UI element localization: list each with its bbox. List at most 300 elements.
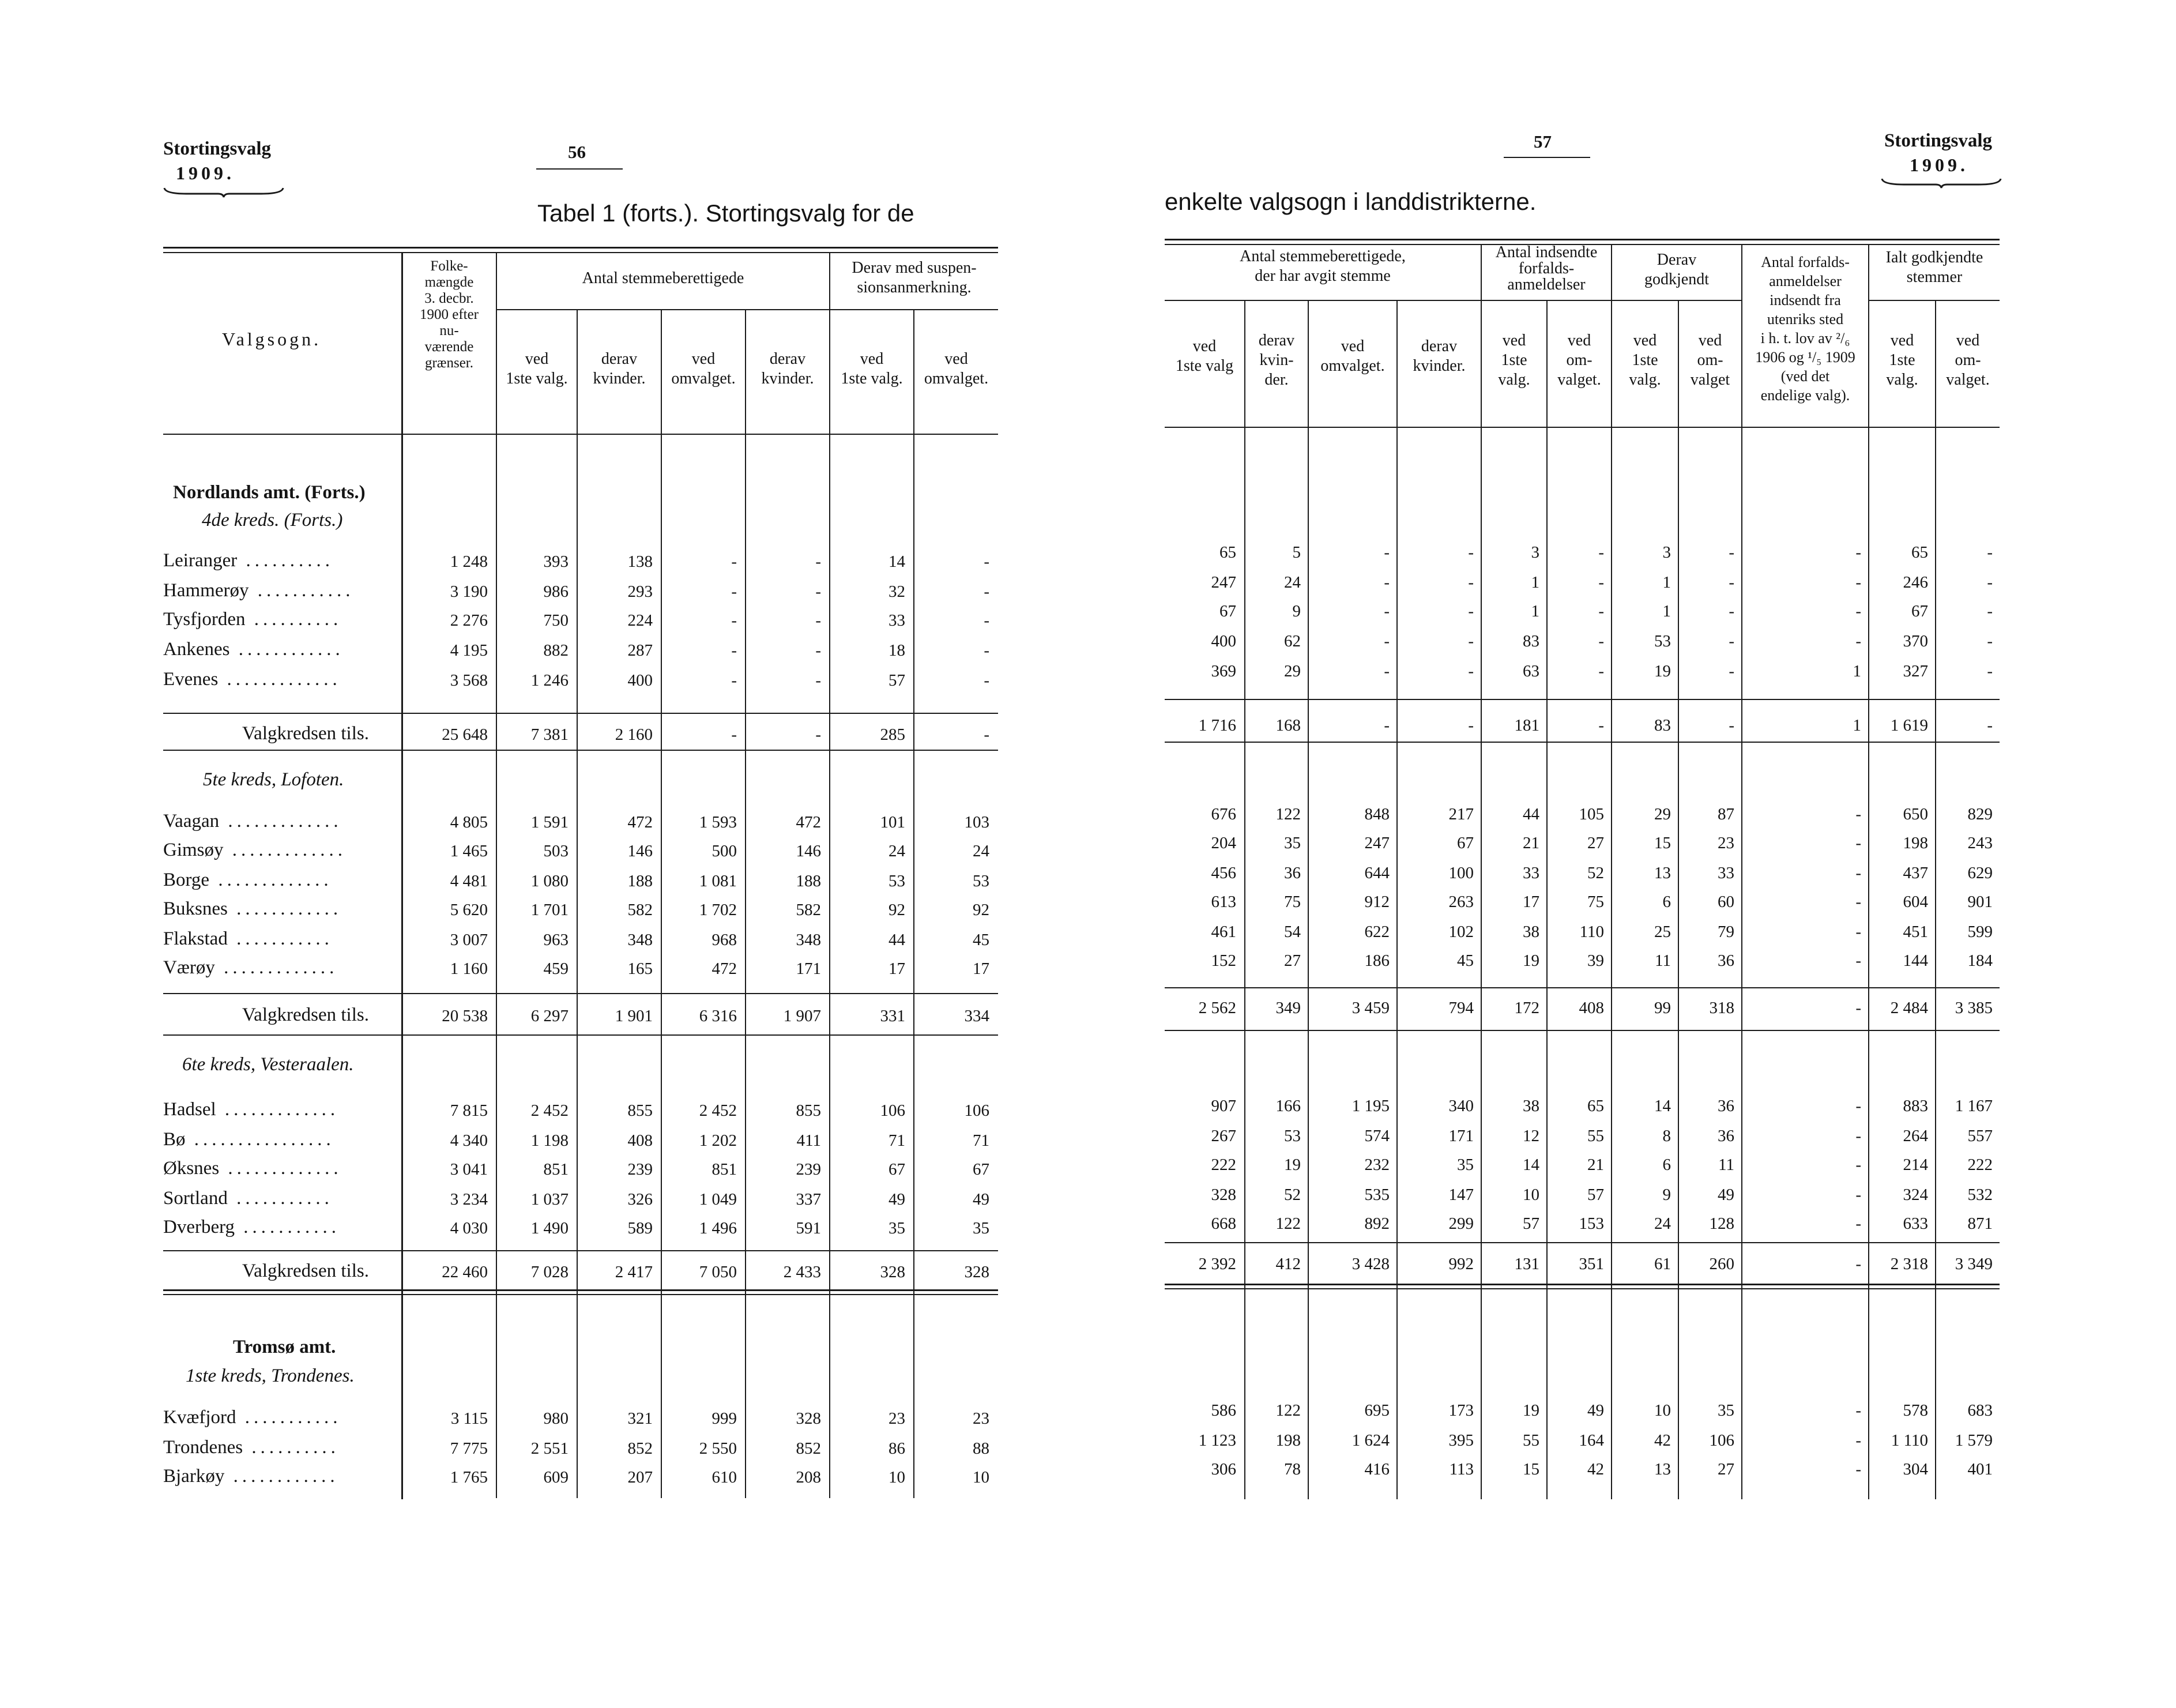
left-cell: 92 [889,901,905,919]
header-ialt-godkjendte: Ialt godkjendte stemmer [1885,249,1983,286]
right-running-year: 1909. [1910,155,1968,175]
header-derav-godkjendt: Derav godkjendt [1644,251,1709,288]
right-cell: - [1987,543,1993,562]
left-page-number: 56 [568,142,586,162]
right-cell: - [1468,662,1474,680]
right-cell: - [1598,662,1604,680]
left-cell: - [815,641,821,660]
right-cell: - [1855,864,1861,882]
left-cell: 855 [627,1101,653,1120]
left-cell: 3 007 [450,931,488,949]
right-cell: 604 [1903,893,1928,911]
left-cell: 24 [973,842,989,860]
left-cell: 1 246 [530,671,569,690]
right-cell: 217 [1448,805,1474,823]
left-cell: 472 [796,813,821,832]
header-derav-suspension: Derav med suspen- sionsanmerkning. [852,259,977,296]
right-cell: 33 [1523,864,1539,882]
total-right-cell: - [1729,716,1734,735]
right-cell: - [1729,602,1734,620]
leader-dots: ............. [216,1099,340,1120]
left-cell: 101 [880,813,905,832]
total-left-cell: 6 316 [699,1007,737,1025]
left-cell: 208 [796,1468,821,1487]
right-cell: 184 [1967,951,1993,970]
row-label: Gimsøy ............. [163,840,347,860]
left-cell: - [984,582,989,601]
leader-dots: ........... [227,928,333,949]
right-cell: 105 [1579,805,1604,823]
right-cell: 437 [1903,864,1928,882]
row-label: Bjarkøy ............ [163,1466,339,1487]
right-cell: 19 [1523,951,1539,970]
row-label: Trondenes .......... [163,1437,340,1458]
right-cell: - [1987,662,1993,680]
right-cell: 535 [1364,1186,1390,1204]
right-cell: - [1855,805,1861,823]
right-cell: - [1855,1401,1861,1420]
left-cell: 2 551 [530,1439,569,1458]
right-cell: 24 [1284,573,1301,592]
row-label: Kvæfjord ........... [163,1407,342,1428]
left-cell: - [815,552,821,571]
right-cell: 173 [1448,1401,1474,1420]
left-cell: - [731,611,737,630]
right-cell: 42 [1654,1431,1671,1450]
right-cell: - [1855,1127,1861,1145]
left-cell: 171 [796,960,821,978]
right-cell: 55 [1523,1431,1539,1450]
total-right-cell: 2 562 [1198,999,1236,1017]
right-cell: 912 [1364,893,1390,911]
left-cell: 53 [889,872,905,890]
left-cell: - [984,641,989,660]
left-cell: 4 481 [450,872,488,890]
right-cell: 152 [1211,951,1236,970]
left-cell: 7 815 [450,1101,488,1120]
total-right-cell: 349 [1275,999,1301,1017]
total-right-cell: 318 [1709,999,1734,1017]
right-cell: 574 [1364,1127,1390,1145]
right-cell: 557 [1967,1127,1993,1145]
header-valgsogn: Valgsogn. [222,329,322,349]
row-label: Evenes ............. [163,669,341,690]
right-cell: 306 [1211,1460,1236,1478]
left-cell: 328 [796,1409,821,1428]
left-cell: 980 [543,1409,569,1428]
left-cell: 968 [711,931,737,949]
left-cell: 609 [543,1468,569,1487]
right-cell: - [1598,632,1604,650]
left-cell: 1 248 [450,552,488,571]
total-left-cell: 7 381 [530,725,569,744]
left-cell: - [815,582,821,601]
left-cell: - [731,641,737,660]
right-cell: 829 [1967,805,1993,823]
left-cell: 67 [973,1160,989,1179]
right-cell: 67 [1219,602,1236,620]
total-right-cell: 1 619 [1890,716,1928,735]
left-cell: 500 [711,842,737,860]
section-heading-nordlands: Nordlands amt. (Forts.) [173,482,366,503]
row-label: Sortland ........... [163,1188,333,1209]
total-row-label: Valgkredsen tils. [242,1261,369,1281]
left-cell: - [731,552,737,571]
total-right-cell: 181 [1514,716,1539,735]
right-cell: 395 [1448,1431,1474,1450]
right-cell: 1 167 [1955,1097,1993,1115]
right-cell: 53 [1654,632,1671,650]
right-cell: 263 [1448,893,1474,911]
header-derav-kvinder-2: derav kvinder. [761,350,814,388]
row-label: Borge ............. [163,870,333,890]
left-cell: 103 [964,813,989,832]
row-label: Dverberg ........... [163,1217,341,1237]
right-cell: 49 [1718,1186,1734,1204]
left-cell: 138 [627,552,653,571]
left-cell: 188 [796,872,821,890]
header-derav-kvinder: derav kvinder. [593,350,646,388]
right-cell: 247 [1211,573,1236,592]
total-right-cell: 2 318 [1890,1255,1928,1273]
right-cell: 11 [1718,1156,1734,1174]
left-cell: 337 [796,1190,821,1209]
left-cell: 207 [627,1468,653,1487]
left-cell: 1 080 [530,872,569,890]
left-cell: 224 [627,611,653,630]
right-cell: - [1384,662,1390,680]
section-subheading-1ste-kreds: 1ste kreds, Trondenes. [186,1365,355,1386]
left-cell: 287 [627,641,653,660]
left-cell: 1 202 [699,1131,737,1150]
right-cell: - [1855,1460,1861,1478]
right-running-head: Stortingsvalg [1884,130,1993,151]
left-cell: 4 195 [450,641,488,660]
total-left-cell: - [731,725,737,744]
left-cell: 4 030 [450,1219,488,1237]
right-cell: 247 [1364,834,1390,852]
left-cell: 35 [973,1219,989,1237]
section-heading-tromso: Tromsø amt. [233,1337,336,1357]
left-cell: 1 593 [699,813,737,832]
right-cell: - [1855,1431,1861,1450]
right-cell: 198 [1903,834,1928,852]
right-cell: 695 [1364,1401,1390,1420]
total-right-cell: 83 [1654,716,1671,735]
left-cell: 411 [796,1131,821,1150]
right-cell: 42 [1587,1460,1604,1478]
left-cell: 459 [543,960,569,978]
left-cell: 348 [627,931,653,949]
header-ved-omvalget: ved omvalget. [671,350,736,388]
left-cell: 393 [543,552,569,571]
right-cell: 164 [1579,1431,1604,1450]
right-cell: 35 [1457,1156,1474,1174]
right-cell: 27 [1718,1460,1734,1478]
right-cell: 33 [1718,864,1734,882]
left-cell: 348 [796,931,821,949]
right-cell: 19 [1654,662,1671,680]
right-cell: 327 [1903,662,1928,680]
total-left-cell: 331 [880,1007,905,1025]
right-cell: 222 [1967,1156,1993,1174]
left-cell: 1 591 [530,813,569,832]
left-cell: 239 [627,1160,653,1179]
left-cell: 1 765 [450,1468,488,1487]
left-cell: 24 [889,842,905,860]
leader-dots: ........... [249,580,355,601]
right-cell: 45 [1457,951,1474,970]
leader-dots: ............. [214,957,338,978]
right-cell: 683 [1967,1401,1993,1420]
leader-dots: ........... [227,1188,333,1209]
left-cell: 67 [889,1160,905,1179]
right-cell: - [1855,951,1861,970]
right-cell: 24 [1654,1214,1671,1233]
row-label: Ankenes ............ [163,639,344,660]
right-cell: 369 [1211,662,1236,680]
header-r-ialt-omvalget: ved om- valget. [1946,332,1990,389]
row-label: Hadsel ............. [163,1099,340,1120]
leader-dots: ................ [185,1129,335,1150]
right-cell: 128 [1709,1214,1734,1233]
total-left-cell: 2 160 [615,725,653,744]
right-cell: 370 [1903,632,1928,650]
right-cell: 907 [1211,1097,1236,1115]
left-cell: 3 041 [450,1160,488,1179]
right-cell: 456 [1211,864,1236,882]
right-cell: - [1384,543,1390,562]
left-cell: 88 [973,1439,989,1458]
header-susp-1ste-valg: ved 1ste valg. [841,350,903,388]
left-cell: - [984,611,989,630]
right-cell: 10 [1654,1401,1671,1420]
row-label: Vaagan ............. [163,811,342,832]
total-row-label: Valgkredsen tils. [242,723,369,744]
right-cell: 27 [1587,834,1604,852]
right-cell: 29 [1284,662,1301,680]
header-antal-indsendte: Antal indsendte forfalds- anmeldelser [1495,243,1598,294]
total-right-cell: 172 [1514,999,1539,1017]
right-cell: 57 [1523,1214,1539,1233]
left-cell: 35 [889,1219,905,1237]
left-cell: 4 805 [450,813,488,832]
right-cell: - [1855,1097,1861,1115]
right-cell: 14 [1523,1156,1539,1174]
left-cell: 4 340 [450,1131,488,1150]
right-cell: - [1987,602,1993,620]
row-label: Buksnes ............ [163,898,342,919]
left-cell: 10 [973,1468,989,1487]
right-cell: 52 [1587,864,1604,882]
right-cell: 13 [1654,864,1671,882]
right-cell: 63 [1523,662,1539,680]
leader-dots: ............ [229,639,344,660]
right-cell: 532 [1967,1186,1993,1204]
left-cell: 1 490 [530,1219,569,1237]
leader-dots: .......... [243,1437,340,1458]
section-subheading-5te-kreds: 5te kreds, Lofoten. [203,769,344,790]
right-cell: 35 [1718,1401,1734,1420]
header-r-derav-kvinder: derav kvin- der. [1258,332,1295,389]
right-cell: 599 [1967,923,1993,941]
right-cell: 1 195 [1351,1097,1390,1115]
right-cell: 67 [1457,834,1474,852]
right-cell: 52 [1284,1186,1301,1204]
right-cell: - [1598,602,1604,620]
right-cell: 102 [1448,923,1474,941]
left-cell: 45 [973,931,989,949]
total-left-cell: 328 [964,1263,989,1281]
total-right-cell: 412 [1275,1255,1301,1273]
left-cell: 472 [711,960,737,978]
right-cell: 848 [1364,805,1390,823]
left-cell: 852 [796,1439,821,1458]
left-cell: 591 [796,1219,821,1237]
right-cell: - [1468,632,1474,650]
right-cell: 166 [1275,1097,1301,1115]
left-cell: 57 [889,671,905,690]
left-cell: 32 [889,582,905,601]
left-cell: 2 452 [699,1101,737,1120]
right-cell: 106 [1709,1431,1734,1450]
right-cell: 15 [1523,1460,1539,1478]
right-cell: 9 [1292,602,1301,620]
right-cell: 1 [1662,573,1671,592]
right-cell: 144 [1903,951,1928,970]
left-cell: 53 [973,872,989,890]
total-left-cell: 2 417 [615,1263,653,1281]
right-cell: 23 [1718,834,1734,852]
header-r-god-1ste: ved 1ste valg. [1629,332,1661,389]
left-cell: 7 775 [450,1439,488,1458]
left-cell: 239 [796,1160,821,1179]
header-r-ved-omvalget: ved omvalget. [1320,337,1385,375]
right-cell: 6 [1662,893,1671,911]
right-cell: 246 [1903,573,1928,592]
right-cell: 57 [1587,1186,1604,1204]
right-cell: 204 [1211,834,1236,852]
right-cell: 222 [1211,1156,1236,1174]
right-cell: 17 [1523,893,1539,911]
left-cell: 400 [627,671,653,690]
total-right-cell: 3 428 [1351,1255,1390,1273]
left-cell: 17 [889,960,905,978]
total-left-cell: 7 050 [699,1263,737,1281]
right-cell: 892 [1364,1214,1390,1233]
right-cell: 264 [1903,1127,1928,1145]
left-cell: 852 [627,1439,653,1458]
right-cell: - [1729,543,1734,562]
total-row-label: Valgkredsen tils. [242,1005,369,1025]
total-right-cell: - [1468,716,1474,735]
left-cell: 321 [627,1409,653,1428]
total-right-cell: - [1987,716,1993,735]
right-cell: 8 [1662,1127,1671,1145]
right-cell: 65 [1587,1097,1604,1115]
right-cell: 100 [1448,864,1474,882]
total-left-cell: 6 297 [530,1007,569,1025]
right-cell: - [1468,602,1474,620]
right-cell: 633 [1903,1214,1928,1233]
total-left-cell: 1 907 [783,1007,821,1025]
header-r-ialt-1ste: ved 1ste valg. [1886,332,1918,389]
right-cell: 29 [1654,805,1671,823]
header-r-ind-omvalget: ved om- valget. [1557,332,1601,389]
right-cell: 113 [1449,1460,1474,1478]
total-left-cell: 285 [880,725,905,744]
total-right-cell: 1 716 [1198,716,1236,735]
right-cell: 14 [1654,1097,1671,1115]
right-cell: 75 [1587,893,1604,911]
right-cell: - [1855,1156,1861,1174]
left-cell: 14 [889,552,905,571]
left-cell: 33 [889,611,905,630]
left-cell: 503 [543,842,569,860]
left-cell: 10 [889,1468,905,1487]
right-cell: 110 [1579,923,1604,941]
right-cell: 53 [1284,1127,1301,1145]
total-right-cell: 351 [1579,1255,1604,1273]
right-cell: 1 [1531,573,1539,592]
right-cell: 9 [1662,1186,1671,1204]
header-ved-1ste-valg: ved 1ste valg. [506,350,568,388]
left-cell: 472 [627,813,653,832]
right-cell: 267 [1211,1127,1236,1145]
leader-dots: .......... [237,550,334,571]
right-cell: 10 [1523,1186,1539,1204]
right-cell: 461 [1211,923,1236,941]
right-cell: 49 [1587,1401,1604,1420]
right-cell: 54 [1284,923,1301,941]
header-folkemaengde: Folke- mængde 3. decbr. 1900 efter nu- værende grænser. [419,258,479,371]
left-running-year: 1909. [176,163,235,183]
left-cell: 1 465 [450,842,488,860]
right-cell: 304 [1903,1460,1928,1478]
header-susp-omvalget: ved omvalget. [924,350,989,388]
left-cell: 2 276 [450,611,488,630]
total-right-cell: 992 [1448,1255,1474,1273]
row-label: Tysfjorden .......... [163,609,342,630]
right-cell: - [1855,632,1861,650]
left-cell: 146 [627,842,653,860]
header-r-god-omvalget: ved om- valget [1690,332,1730,389]
right-cell: 21 [1523,834,1539,852]
right-cell: 38 [1523,923,1539,941]
right-cell: 644 [1364,864,1390,882]
left-cell: 18 [889,641,905,660]
left-cell: 44 [889,931,905,949]
left-cell: 71 [973,1131,989,1150]
left-cell: - [815,671,821,690]
right-brace-icon [1881,176,2002,189]
leader-dots: ............ [224,1466,339,1487]
left-cell: 5 620 [450,901,488,919]
right-cell: 35 [1284,834,1301,852]
leader-dots: ............. [219,811,342,832]
header-r-ind-1ste: ved 1ste valg. [1498,332,1530,389]
leader-dots: ........... [236,1407,342,1428]
total-left-cell: 22 460 [442,1263,488,1281]
right-cell: 19 [1284,1156,1301,1174]
left-cell: 23 [973,1409,989,1428]
right-cell: 299 [1448,1214,1474,1233]
header-forfalds-utenriks: Antal forfalds- anmeldelser indsendt fra utenriks sted i h. t. lov av ²/₆ 1906 og ¹/₅ 1909 (ved det endelige valg). [1755,254,1855,404]
right-cell: 78 [1284,1460,1301,1478]
left-cell: 851 [711,1160,737,1179]
right-cell: 416 [1364,1460,1390,1478]
leader-dots: ............. [209,870,333,890]
